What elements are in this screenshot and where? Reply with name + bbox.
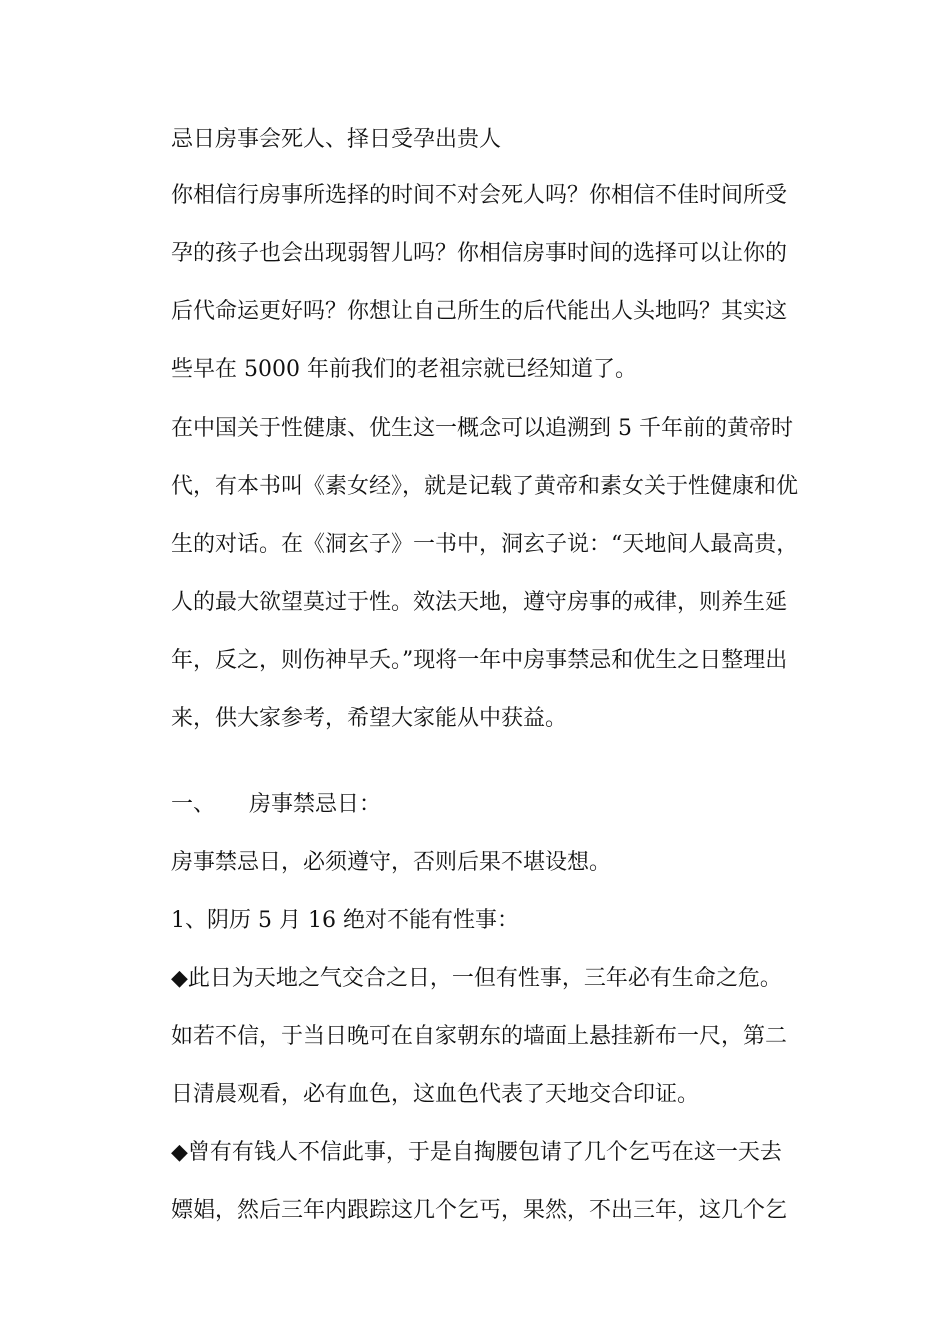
item-1-heading: 1、阴历 5 月 16 绝对不能有性事： bbox=[171, 908, 519, 933]
section-1-number: 一、 bbox=[171, 792, 216, 817]
bullet-1-line-2: 如若不信，于当日晚可在自家朝东的墙面上悬挂新布一尺，第二 bbox=[171, 1024, 788, 1049]
history-line-2: 代，有本书叫《素女经》，就是记载了黄帝和素女关于性健康和优 bbox=[171, 474, 799, 499]
bullet-2-line-2: 嫖娼，然后三年内跟踪这几个乞丐，果然，不出三年，这几个乞 bbox=[171, 1198, 788, 1223]
history-line-6: 来，供大家参考，希望大家能从中获益。 bbox=[171, 706, 568, 731]
intro-line-1: 你相信行房事所选择的时间不对会死人吗？你相信不佳时间所受 bbox=[171, 183, 788, 208]
history-line-1: 在中国关于性健康、优生这一概念可以追溯到 5 千年前的黄帝时 bbox=[171, 416, 793, 441]
bullet-1-line-3: 日清晨观看，必有血色，这血色代表了天地交合印证。 bbox=[171, 1082, 700, 1107]
section-1-heading-row bbox=[171, 794, 381, 816]
intro-line-4: 些早在 5000 年前我们的老祖宗就已经知道了。 bbox=[171, 357, 637, 382]
intro-line-2: 孕的孩子也会出现弱智儿吗？你相信房事时间的选择可以让你的 bbox=[171, 241, 788, 266]
bullet-2-line-1: ◆曾有有钱人不信此事，于是自掏腰包请了几个乞丐在这一天去 bbox=[171, 1140, 782, 1165]
section-1-note: 房事禁忌日，必须遵守，否则后果不堪设想。 bbox=[171, 850, 612, 875]
bullet-1-line-1: ◆此日为天地之气交合之日，一但有性事，三年必有生命之危。 bbox=[171, 966, 782, 991]
document-title: 忌日房事会死人、择日受孕出贵人 bbox=[171, 127, 502, 152]
section-1-heading: 房事禁忌日： bbox=[249, 792, 382, 817]
history-line-3: 生的对话。在《洞玄子》一书中，洞玄子说：“天地间人最高贵， bbox=[171, 532, 799, 557]
history-line-5: 年，反之，则伤神早夭。”现将一年中房事禁忌和优生之日整理出 bbox=[171, 648, 788, 673]
intro-line-3: 后代命运更好吗？你想让自己所生的后代能出人头地吗？其实这 bbox=[171, 299, 788, 324]
history-line-4: 人的最大欲望莫过于性。效法天地，遵守房事的戒律，则养生延 bbox=[171, 590, 788, 615]
